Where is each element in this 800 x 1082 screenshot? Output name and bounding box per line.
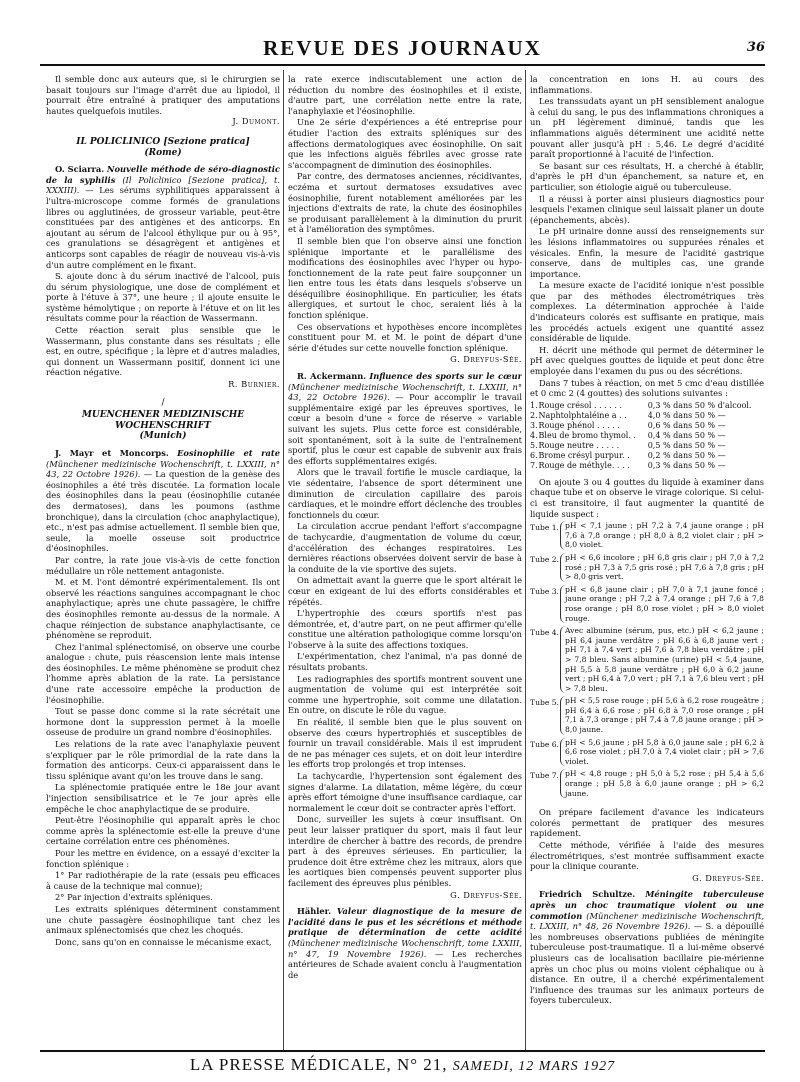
article-author: Friedrich Schultze.	[539, 889, 636, 900]
footer-text	[40, 1055, 765, 1075]
list-item: Tube 1. pH < 7,1 jaune ; pH 7,2 à 7,4 jaune orange ; pH 7,6 à 7,8 orange ; pH 8,0 à 8,2 violet clair ; pH > 8,0 violet.	[530, 521, 764, 550]
paragraph: Dans 7 tubes à réaction, on met 5 cmc d'eau distillée et 0 cmc 2 (4 gouttes) des solutions suivantes :	[530, 377, 764, 399]
paragraph: Il semble donc aux auteurs que, si le chirurgien se basait toujours sur l'image d'arrêt due au lipiodol, il pourrait être entraîné à pratiquer des amputations hautes quelquefois inutiles. J. Dumont.	[46, 74, 280, 127]
column-3	[530, 74, 764, 1044]
paragraph: S. ajoute donc à du sérum inactivé de l'alcool, puis du sérum physiologique, une dose de complément et porte à l'étuve à 37°, une heure ; il ajoute ensuite le système hémolytique ; on reporte à l'étuve et on lit les résultats comme pour la réaction de Wassermann.	[46, 271, 280, 324]
section-heading: MUENCHENER MEDIZINISCHE WOCHENSCHRIFT	[81, 410, 245, 431]
paragraph: L'expérimentation, chez l'animal, n'a pas donné de résultats probants.	[288, 651, 522, 673]
paragraph: Se basant sur ces résultats, H. a cherché à établir, d'après le pH d'un épanchement, sa nature et, en particulier, son étiologie aiguë ou tuberculeuse.	[530, 160, 764, 192]
section-heading: IL POLICLINICO [Sezione pratica]	[76, 136, 250, 147]
article-author: Hähler.	[297, 906, 332, 917]
paragraph: H. décrit une méthode qui permet de déterminer le pH avec quelques gouttes de liquide et peut donc être employée dans l'examen du pus ou des sécrétions.	[530, 344, 764, 377]
signature: G. Dreyfus-Sée.	[450, 889, 522, 900]
list-item: Tube 3. pH < 6,8 jaune clair ; pH 7,0 à 7,1 jaune foncé ; jaune orange ; pH 7,2 à 7,4 orange ; pH 7,6 à 7,8 rose orange ; pH 8,0 rose violet ; pH > 8,0 violet rouge.	[530, 584, 764, 623]
column-divider	[525, 70, 526, 1050]
paragraph: Il semble bien que l'on observe ainsi une fonction splénique importante et le parallélisme des modifications des éosinophiles avec l'hyper ou hypo-fonctionnement de la rate peut faire soupçonner un lien entre tous les états dans lesquels s'observe un déséquilibre éosinophilique. En particulier, les états allergiques, et surtout le choc, seraient liés à la fonction splénique.	[288, 235, 522, 321]
paragraph: On ajoute 3 ou 4 gouttes du liquide à examiner dans chaque tube et on observe le virage colorique. Si celui-ci est transitoire, il faut augmenter la quantité de liquide suspect :	[530, 476, 764, 519]
paragraph: M. et M. l'ont démontré expérimentalement. Ils ont observé les réactions sanguines accompagnant le choc anaphylactique; après une chute passagère, le chiffre des éosinophiles remonte au-dessus de la normale. A chaque réinjection de substance anaphylactisante, ce phénomène se reproduit.	[46, 577, 280, 641]
column-divider	[283, 70, 284, 1050]
article-source: (Münchener medizinische Wochenschrift, tome LXXIII, n° 47, 19 Novembre 1926).	[288, 937, 522, 959]
article-source: (Münchener medizinische Wochenschrift, t. LXXIII, n° 43, 22 Octobre 1926).	[46, 458, 280, 480]
list-item: 1° Par radiothérapie de la rate (essais peu efficaces à cause de la technique mal connue);	[46, 870, 280, 891]
table-row: 4. Bleu de bromo thymol. . 0,4 % dans 50 % —	[530, 430, 726, 440]
paragraph: Les extraits spléniques déterminent constamment une chute passagère éosinophilique tant chez les animaux splénectomisés que chez les choqués.	[46, 903, 280, 936]
journal-name: LA PRESSE MÉDICALE, N° 21,	[189, 1055, 448, 1074]
paragraph: Pour les mettre en évidence, on a essayé d'exciter la fonction splénique :	[46, 847, 280, 869]
signature: R. Burnier.	[228, 379, 280, 390]
paragraph: la concentration en ions H. au cours des inflammations.	[530, 74, 764, 95]
table-row: 5. Rouge neutre . . . . . 0,5 % dans 50 % —	[530, 440, 726, 450]
paragraph: La mesure exacte de l'acidité ionique n'est possible que par des méthodes électrométriques très complexes. La détermination approchée à l'aide d'indicateurs colorés est suffisante en pratique, mais les procédés actuels exigent une quantité assez considérable de liquide.	[530, 280, 764, 344]
paragraph: Ces observations et hypothèses encore incomplètes constituent pour M. et M. le point de départ d'une série d'études sur cette nouvelle fonction splénique.	[288, 321, 522, 353]
paragraph: Cette méthode, vérifiée à l'aide des mesures électrométriques, s'est montrée suffisamment exacte pour la clinique courante.	[530, 840, 764, 872]
article-intro: O. Sciarra. Nouvelle méthode de séro-diagnostic de la syphilis (Il Policlinico [Sezione pratica], t. XXXIII). — Les sérums syphilitiques apparaissent à l'ultra-microscope comme formés de granulations libres ou agglutinées, de grosseur variable, peut-être constituées par des antigènes et des anticorps. En ajoutant au sérum de l'alcool éthylique pur ou à 95°, ces granulations se désagrègent et antigènes et anticorps sont capables de réagir de nouveau vis-à-vis d'un autre complément en le fixant.	[46, 164, 280, 270]
list-item: Tube 5. pH < 5,5 rose rouge ; pH 5,6 à 6,2 rose rougeâtre ; pH 6,4 à 6,6 rose ; pH 6,8 à 7,0 rose orange ; pH 7,1 à 7,3 orange ; pH 7,4 à 7,8 jaune orange ; pH > 8,0 jaune.	[530, 696, 764, 735]
article-intro: R. Ackermann. Influence des sports sur le cœur (Münchener medizinische Wochenschrift, t. LXXIII, n° 43, 22 Octobre 1926). — Pour accomplir le travail supplémentaire exigé par les épreuves sportives, le cœur a besoin d'une « force de réserve » variable suivant les sujets. Plus cette force est considérable, soit spontanément, soit à la suite de l'entraînement sportif, plus le cœur est capable de subvenir aux frais des efforts supplémentaires exigés.	[288, 371, 522, 466]
article-source: (Münchener medizinische Wochenschrift, t. LXXIII, n° 48, 26 Novembre 1926).	[530, 910, 764, 932]
paragraph: la rate exerce indiscutablement une action de réduction du nombre des éosinophiles et il existe, d'autre part, une corrélation nette entre la rate, l'anaphylaxie et l'éosinophilie.	[288, 74, 522, 116]
paragraph: Les transsudats ayant un pH sensiblement analogue à celui du sang, le pus des inflammations chroniques a un pH légèrement diminué, tandis que les inflammations aiguës déterminent une acidité nette pouvant aller jusqu'à pH : 5,46. Le degré d'acidité paraît proportionné à l'acuité de l'infection.	[530, 96, 764, 160]
page-header	[40, 36, 765, 62]
paragraph: Le pH urinaire donne aussi des renseignements sur les lésions inflammatoires ou suppurées rénales et vésicales. Enfin, la mesure de l'acidité gastrique conserve, dans de multiples cas, une grande importance.	[530, 226, 764, 279]
paragraph: Peut-être l'éosinophilie qui apparaît après le choc comme après la splénectomie est-elle la preuve d'une certaine corrélation entre ces phénomènes.	[46, 815, 280, 847]
paragraph: Tout se passe donc comme si la rate sécrétait une hormone dont la suppression permet à la moelle osseuse de produire un grand nombre d'éosinophiles.	[46, 706, 280, 738]
list-item: 2° Par injection d'extraits spléniques.	[55, 892, 213, 903]
article-source: (Il Policlinico [Sezione pratica], t. XXXIII).	[46, 174, 280, 196]
list-item: Tube 7. pH < 4,8 rouge ; pH 5,0 à 5,2 rose ; pH 5,4 à 5,6 orange ; pH 5,8 à 6,0 jaune orange ; pH > 6,2 jaune.	[530, 769, 764, 798]
article-intro: J. Mayr et Moncorps. Eosinophilie et rate (Münchener medizinische Wochenschrift, t. LXXIII, n° 43, 22 Octobre 1926). — La question de la genèse des éosinophiles a été très discutée. La formation locale des éosinophiles dans la peau (éosinophilie cutanée des dermatoses), dans les poumons (asthme bronchique), dans la circulation (choc anaphylactique), etc., n'est pas admise actuellement. Il semble bien que, seule, la moelle osseuse soit productrice d'éosinophiles.	[46, 448, 280, 554]
paragraph: Les relations de la rate avec l'anaphylaxie peuvent s'expliquer par le rôle primordial de la rate dans la formation des anticorps. Ceux-ci apparaissent dans le tissu splénique avant qu'on les trouve dans le sang.	[46, 739, 280, 781]
paragraph: Par contre, des dermatoses anciennes, récidivantes, eczéma et surtout dermatoses exsudatives avec éosinophilie, furent notablement améliorées par les injections d'extraits de rate, la chute des éosinophiles se produisant parallèlement à la diminution du prurit et à l'amélioration des symptômes.	[288, 171, 522, 235]
article-author: O. Sciarra.	[55, 164, 105, 175]
paragraph: Chez l'animal splénectomisé, on observe une courbe analogue : chute, puis réascension lente mais intense des éosinophiles. Le même phénomène se produit chez l'homme après ablation de la rate. La persistance d'une rate accessoire empêche la production de l'éosinophilie.	[46, 641, 280, 705]
paragraph: Par contre, la rate joue vis-à-vis de cette fonction médullaire un rôle nettement antagoniste.	[46, 554, 280, 576]
header-rule	[40, 64, 765, 66]
table-row: 3. Rouge phénol . . . . . 0,6 % dans 50 % —	[530, 420, 726, 430]
paragraph: L'hypertrophie des cœurs sportifs n'est pas démontrée, et, d'autre part, on ne peut affirmer qu'elle constitue une altération pathologique comme lorsqu'on l'observe à la suite des affections toxiques.	[288, 608, 522, 650]
article-author: R. Ackermann.	[297, 371, 367, 382]
article-source: (Münchener medizinische Wochenschrift, t. LXXIII, n° 43, 22 Octobre 1926).	[288, 381, 522, 403]
list-item: Tube 6. pH < 5,6 jaune ; pH 5,8 à 6,0 jaune sale ; pH 6,2 à 6,6 rose violet ; pH 7,0 à 7,4 violet clair ; pH > 7,6 violet.	[530, 737, 764, 766]
article-intro: Hähler. Valeur diagnostique de la mesure de l'acidité dans le pus et les sécrétions et méthode pratique de détermination de cette acidité (Münchener medizinische Wochenschrift, tome LXXIII, n° 47, 19 Novembre 1926). — Les recherches antérieures de Schade avaient conclu à l'augmentation de	[288, 906, 522, 980]
article-title: Nouvelle méthode de séro-diagnostic de la syphilis	[46, 164, 280, 185]
page-number: 36	[746, 40, 765, 55]
signature: J. Dumont.	[232, 116, 280, 127]
article-title: Influence des sports sur le cœur	[369, 371, 522, 382]
signature: G. Dreyfus-Sée.	[692, 872, 764, 883]
column-1	[46, 74, 280, 1044]
paragraph: Donc, sans qu'on en connaisse le mécanisme exact,	[55, 936, 272, 947]
journal-section-title: REVUE DES JOURNAUX	[263, 36, 542, 60]
paragraph: Les radiographies des sportifs montrent souvent une augmentation de volume qui est interprétée soit comme une hypertrophie, soit comme une dilatation. En outre, on discute le rôle du vague.	[288, 673, 522, 716]
paragraph: Il a réussi à porter ainsi plusieurs diagnostics pour lesquels l'examen clinique seul laissait planer un doute (épanchements, abcès).	[530, 193, 764, 225]
issue-date: SAMEDI, 12 MARS 1927	[452, 1059, 616, 1074]
page-footer	[40, 1050, 765, 1078]
paragraph: Alors que le travail fortifie le muscle cardiaque, la vie sédentaire, l'absence de sport déterminent une diminution de circulation capillaire des parois cardiaques, et le moindre effort déclenche des troubles fonctionnels du cœur.	[288, 467, 522, 520]
section-city: (Munich)	[139, 431, 187, 442]
table-row: 7. Rouge de méthyle. . . . 0,3 % dans 50 % —	[530, 460, 726, 470]
table-row: 2. Naphtolphtaléine a . . 4,0 % dans 50 % —	[530, 410, 726, 420]
article-author: J. Mayr et Moncorps.	[55, 448, 169, 458]
paragraph: La splénectomie pratiquée entre le 18e jour avant l'injection sensibilisatrice et le 7e jour après elle empêche le choc anaphylactique de se produire.	[46, 782, 280, 814]
paragraph: On admettait avant la guerre que le sport altérait le cœur en exigeant de lui des efforts considérables et répétés.	[288, 575, 522, 607]
column-2	[288, 74, 522, 1044]
separator-mark: /	[161, 397, 165, 408]
paragraph: En réalité, il semble bien que le plus souvent on observe des cœurs hypertrophiés et susceptibles de fournir un travail considérable. Mais il est imprudent de ne pas ménager ces sujets, et on doit leur interdire les efforts trop prolongés et trop intenses.	[288, 717, 522, 770]
tube-color-scale	[530, 521, 764, 801]
paragraph: La circulation accrue pendant l'effort s'accompagne de tachycardie, d'augmentation de volume du cœur, d'accélération des échanges respiratoires. Les dernières réactions observées doivent servir de base à la conduite de la vie sportive des sujets.	[288, 521, 522, 574]
article-title: Valeur diagnostique de la mesure de l'acidité dans le pus et les sécrétions et méthode pratique de détermination de cette acidité	[288, 906, 522, 938]
article-intro: Friedrich Schultze. Méningite tuberculeuse après un choc traumatique violent ou une commotion (Münchener medizinische Wochenschrift, t. LXXIII, n° 48, 26 Novembre 1926). — S. a dépouillé les nombreuses observations publiées de méningite tuberculeuse post-traumatique. Il a lui-même observé plusieurs cas de localisation bacillaire pie-mérienne après un choc plus ou moins violent céphalique ou à distance. En outre, il a cherché expérimentalement l'influence des traumas sur les animaux porteurs de foyers tuberculeux.	[530, 889, 764, 1006]
paragraph: Cette réaction serait plus sensible que le Wassermann, plus constante dans ses résultats ; elle est, en outre, spécifique ; la lèpre et d'autres maladies, qui donnent un Wassermann positif, donnent ici une réaction négative.	[46, 325, 280, 378]
indicator-solutions-table	[530, 401, 764, 471]
paragraph: La tachycardie, l'hypertension sont également des signes d'alarme. La dilatation, même légère, du cœur après effort témoigne d'une insuffisance cardiaque, car normalement le cœur doit se contracter après l'effort.	[288, 771, 522, 813]
article-title: Méningite tuberculeuse après un choc traumatique violent ou une commotion	[530, 889, 764, 921]
article-title: Eosinophilie et rate	[177, 448, 280, 458]
signature: G. Dreyfus-Sée.	[450, 354, 522, 365]
list-item: Tube 2. pH < 6,6 incolore ; pH 6,8 gris clair ; pH 7,0 à 7,2 rosé ; pH 7,3 à 7,5 gris rosé ; pH 7,6 à 7,8 gris ; pH > 8,0 gris vert.	[530, 552, 764, 582]
section-city: (Rome)	[144, 147, 182, 158]
paragraph: Une 2e série d'expériences a été entreprise pour étudier l'action des extraits spléniques sur des affections dermatologiques avec éosinophilie. On sait que les infections aiguës fébriles avec grosse rate s'accompagnent de diminution des éosinophiles.	[288, 117, 522, 170]
table-row: 6. Brome crésyl purpur. . 0,2 % dans 50 % —	[530, 450, 726, 460]
paragraph: Donc, surveiller les sujets à cœur insuffisant. On peut leur laisser pratiquer du sport, mais il faut leur interdire de chercher à battre des records, de prendre part à des épreuves sérieuses. En particulier, la prudence doit être extrême chez les mitraux, alors que les aortiques bien compensés peuvent supporter plus facilement des épreuves plus pénibles.	[288, 814, 522, 888]
table-row: 1. Rouge crésol . . . . . . 0,3 % dans 50 % d'alcool.	[530, 400, 752, 410]
list-item: Tube 4. Avec albumine (sérum, pus, etc.) pH < 6,2 jaune ; pH 6,4 jaune verdâtre ; pH 6,6 à 6,8 jaune vert ; pH 7,1 à 7,4 vert ; pH 7,6 à 7,8 bleu verdâtre ; pH > 7,8 bleu. Sans albumine (urine) pH < 5,4 jaune, pH 5,5 à 5,8 jaune verdâtre ; pH 6,0 à 6,2 jaune vert ; pH 6,4 à 7,0 vert ; pH 7,1 à 7,6 bleu vert ; pH > 7,8 bleu.	[530, 626, 764, 693]
paragraph: On prépare facilement d'avance les indicateurs colorés permettant de pratiquer des mesures rapidement.	[530, 807, 764, 839]
